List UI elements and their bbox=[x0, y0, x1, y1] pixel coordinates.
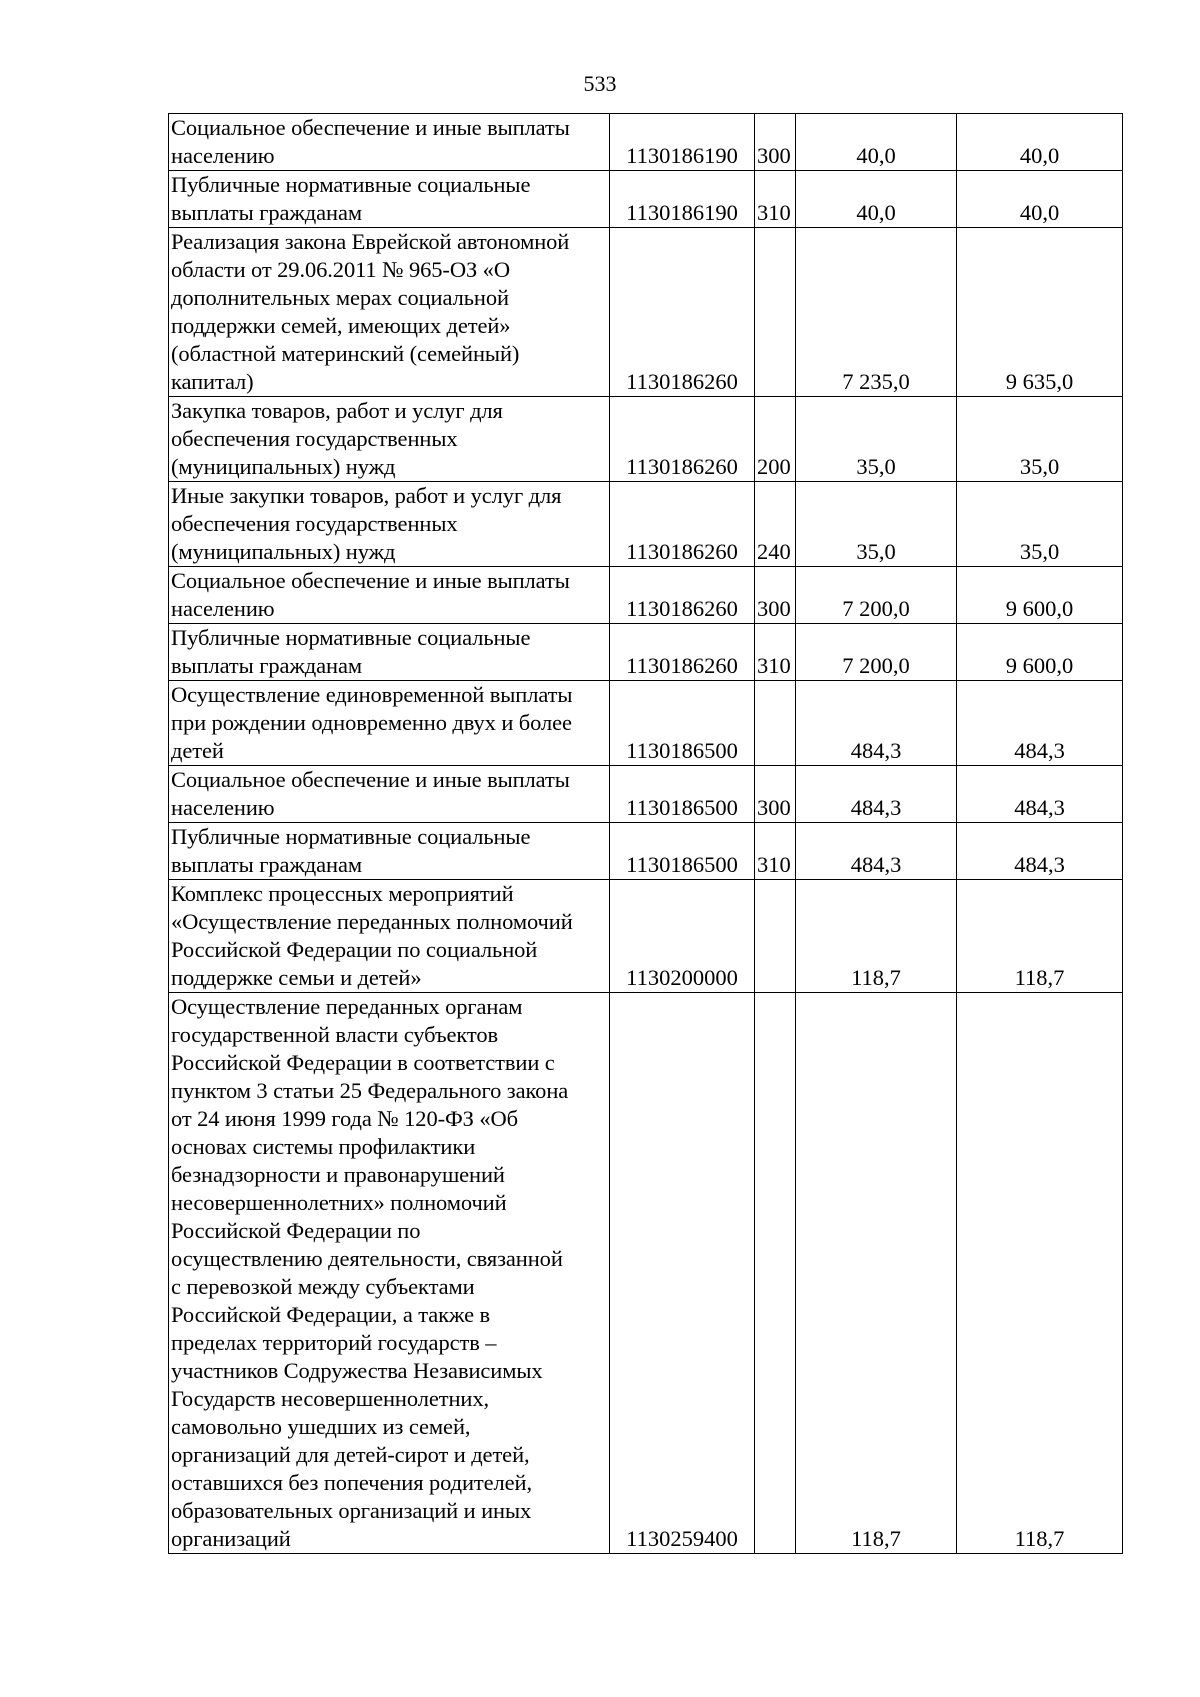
row-vr-cell bbox=[755, 993, 796, 1554]
row-csr-cell: 1130186500 bbox=[610, 766, 755, 823]
row-amount-2-cell: 35,0 bbox=[957, 482, 1123, 567]
table-row bbox=[169, 171, 1123, 228]
row-amount-1-cell: 7 200,0 bbox=[796, 567, 957, 624]
row-vr-cell bbox=[755, 880, 796, 993]
table-row bbox=[169, 567, 1123, 624]
row-name: Социальное обеспечение и иные выплаты населению bbox=[171, 568, 570, 621]
row-csr-cell: 1130186500 bbox=[610, 823, 755, 880]
row-name-cell bbox=[169, 880, 610, 993]
row-name-cell bbox=[169, 171, 610, 228]
row-name-cell bbox=[169, 993, 610, 1554]
row-amount-1-cell: 484,3 bbox=[796, 681, 957, 766]
table-row bbox=[169, 823, 1123, 880]
row-name: Социальное обеспечение и иные выплаты населению bbox=[171, 115, 570, 168]
row-vr-cell: 310 bbox=[755, 823, 796, 880]
row-name: Комплекс процессных мероприятий «Осуществление переданных полномочий Российской Федерации по социальной поддержке семьи и детей» bbox=[171, 881, 573, 990]
row-csr-cell: 1130186190 bbox=[610, 114, 755, 171]
table-row bbox=[169, 624, 1123, 681]
row-amount-2-cell: 9 635,0 bbox=[957, 228, 1123, 397]
row-vr-cell: 300 bbox=[755, 567, 796, 624]
row-name-cell bbox=[169, 624, 610, 681]
row-csr-cell: 1130186190 bbox=[610, 171, 755, 228]
budget-table bbox=[168, 113, 1123, 1554]
row-vr-cell: 310 bbox=[755, 624, 796, 681]
row-name-cell bbox=[169, 482, 610, 567]
row-name-cell bbox=[169, 766, 610, 823]
row-vr-cell: 300 bbox=[755, 114, 796, 171]
row-amount-1-cell: 118,7 bbox=[796, 880, 957, 993]
row-amount-1-cell: 484,3 bbox=[796, 823, 957, 880]
row-amount-2-cell: 40,0 bbox=[957, 171, 1123, 228]
row-vr-cell: 200 bbox=[755, 397, 796, 482]
row-csr-cell: 1130186500 bbox=[610, 681, 755, 766]
row-amount-1-cell: 40,0 bbox=[796, 171, 957, 228]
row-name-cell bbox=[169, 567, 610, 624]
row-csr-cell: 1130186260 bbox=[610, 624, 755, 681]
row-vr-cell bbox=[755, 681, 796, 766]
row-name: Публичные нормативные социальные выплаты гражданам bbox=[171, 172, 531, 225]
row-amount-2-cell: 484,3 bbox=[957, 823, 1123, 880]
row-amount-1-cell: 7 200,0 bbox=[796, 624, 957, 681]
row-name: Иные закупки товаров, работ и услуг для обеспечения государственных (муниципальных) нужд bbox=[171, 483, 562, 564]
row-name-cell bbox=[169, 397, 610, 482]
row-amount-2-cell: 9 600,0 bbox=[957, 567, 1123, 624]
row-amount-2-cell: 35,0 bbox=[957, 397, 1123, 482]
row-name: Закупка товаров, работ и услуг для обеспечения государственных (муниципальных) нужд bbox=[171, 398, 503, 479]
row-amount-1-cell: 40,0 bbox=[796, 114, 957, 171]
row-csr-cell: 1130186260 bbox=[610, 482, 755, 567]
row-vr-cell: 300 bbox=[755, 766, 796, 823]
row-name-cell bbox=[169, 114, 610, 171]
row-csr-cell: 1130259400 bbox=[610, 993, 755, 1554]
row-amount-1-cell: 484,3 bbox=[796, 766, 957, 823]
row-amount-1-cell: 7 235,0 bbox=[796, 228, 957, 397]
row-name: Осуществление переданных органам государственной власти субъектов Российской Федерации в соответствии с пунктом 3 статьи 25 Федерального закона от 24 июня 1999 года № 120-ФЗ «Об основах системы профилактики безнадзорности и правонарушений несовершеннолетних» полномочий Российской Федерации по осуществлению деятельности, связанной с перевозкой между субъектами Российской Федерации, а также в пределах территорий государств – участников Содружества Независимых Государств несовершеннолетних, самовольно ушедших из семей, организаций для детей-сирот и детей, оставшихся без попечения родителей, образовательных организаций и иных организаций bbox=[171, 994, 569, 1551]
table-row bbox=[169, 482, 1123, 567]
row-amount-2-cell: 40,0 bbox=[957, 114, 1123, 171]
row-amount-2-cell: 9 600,0 bbox=[957, 624, 1123, 681]
row-vr-cell bbox=[755, 228, 796, 397]
row-name: Реализация закона Еврейской автономной области от 29.06.2011 № 965-ОЗ «О дополнительных мерах социальной поддержки семей, имеющих детей» (областной материнский (семейный) капитал) bbox=[171, 229, 570, 394]
row-csr-cell: 1130200000 bbox=[610, 880, 755, 993]
row-name: Публичные нормативные социальные выплаты гражданам bbox=[171, 625, 531, 678]
row-amount-1-cell: 35,0 bbox=[796, 397, 957, 482]
row-amount-2-cell: 484,3 bbox=[957, 766, 1123, 823]
page-number: 533 bbox=[583, 71, 617, 96]
row-name: Публичные нормативные социальные выплаты гражданам bbox=[171, 824, 531, 877]
row-name: Осуществление единовременной выплаты при рождении одновременно двух и более детей bbox=[171, 682, 573, 763]
row-csr-cell: 1130186260 bbox=[610, 567, 755, 624]
row-vr-cell: 240 bbox=[755, 482, 796, 567]
table-row bbox=[169, 114, 1123, 171]
table-row bbox=[169, 228, 1123, 397]
row-amount-2-cell: 118,7 bbox=[957, 880, 1123, 993]
table-row bbox=[169, 993, 1123, 1554]
row-vr-cell: 310 bbox=[755, 171, 796, 228]
row-amount-1-cell: 118,7 bbox=[796, 993, 957, 1554]
table-row bbox=[169, 880, 1123, 993]
row-name: Социальное обеспечение и иные выплаты населению bbox=[171, 767, 570, 820]
row-amount-1-cell: 35,0 bbox=[796, 482, 957, 567]
table-row bbox=[169, 766, 1123, 823]
row-csr-cell: 1130186260 bbox=[610, 228, 755, 397]
table-row bbox=[169, 681, 1123, 766]
row-csr-cell: 1130186260 bbox=[610, 397, 755, 482]
row-amount-2-cell: 118,7 bbox=[957, 993, 1123, 1554]
table-row bbox=[169, 397, 1123, 482]
row-name-cell bbox=[169, 681, 610, 766]
row-name-cell bbox=[169, 228, 610, 397]
row-amount-2-cell: 484,3 bbox=[957, 681, 1123, 766]
row-name-cell bbox=[169, 823, 610, 880]
